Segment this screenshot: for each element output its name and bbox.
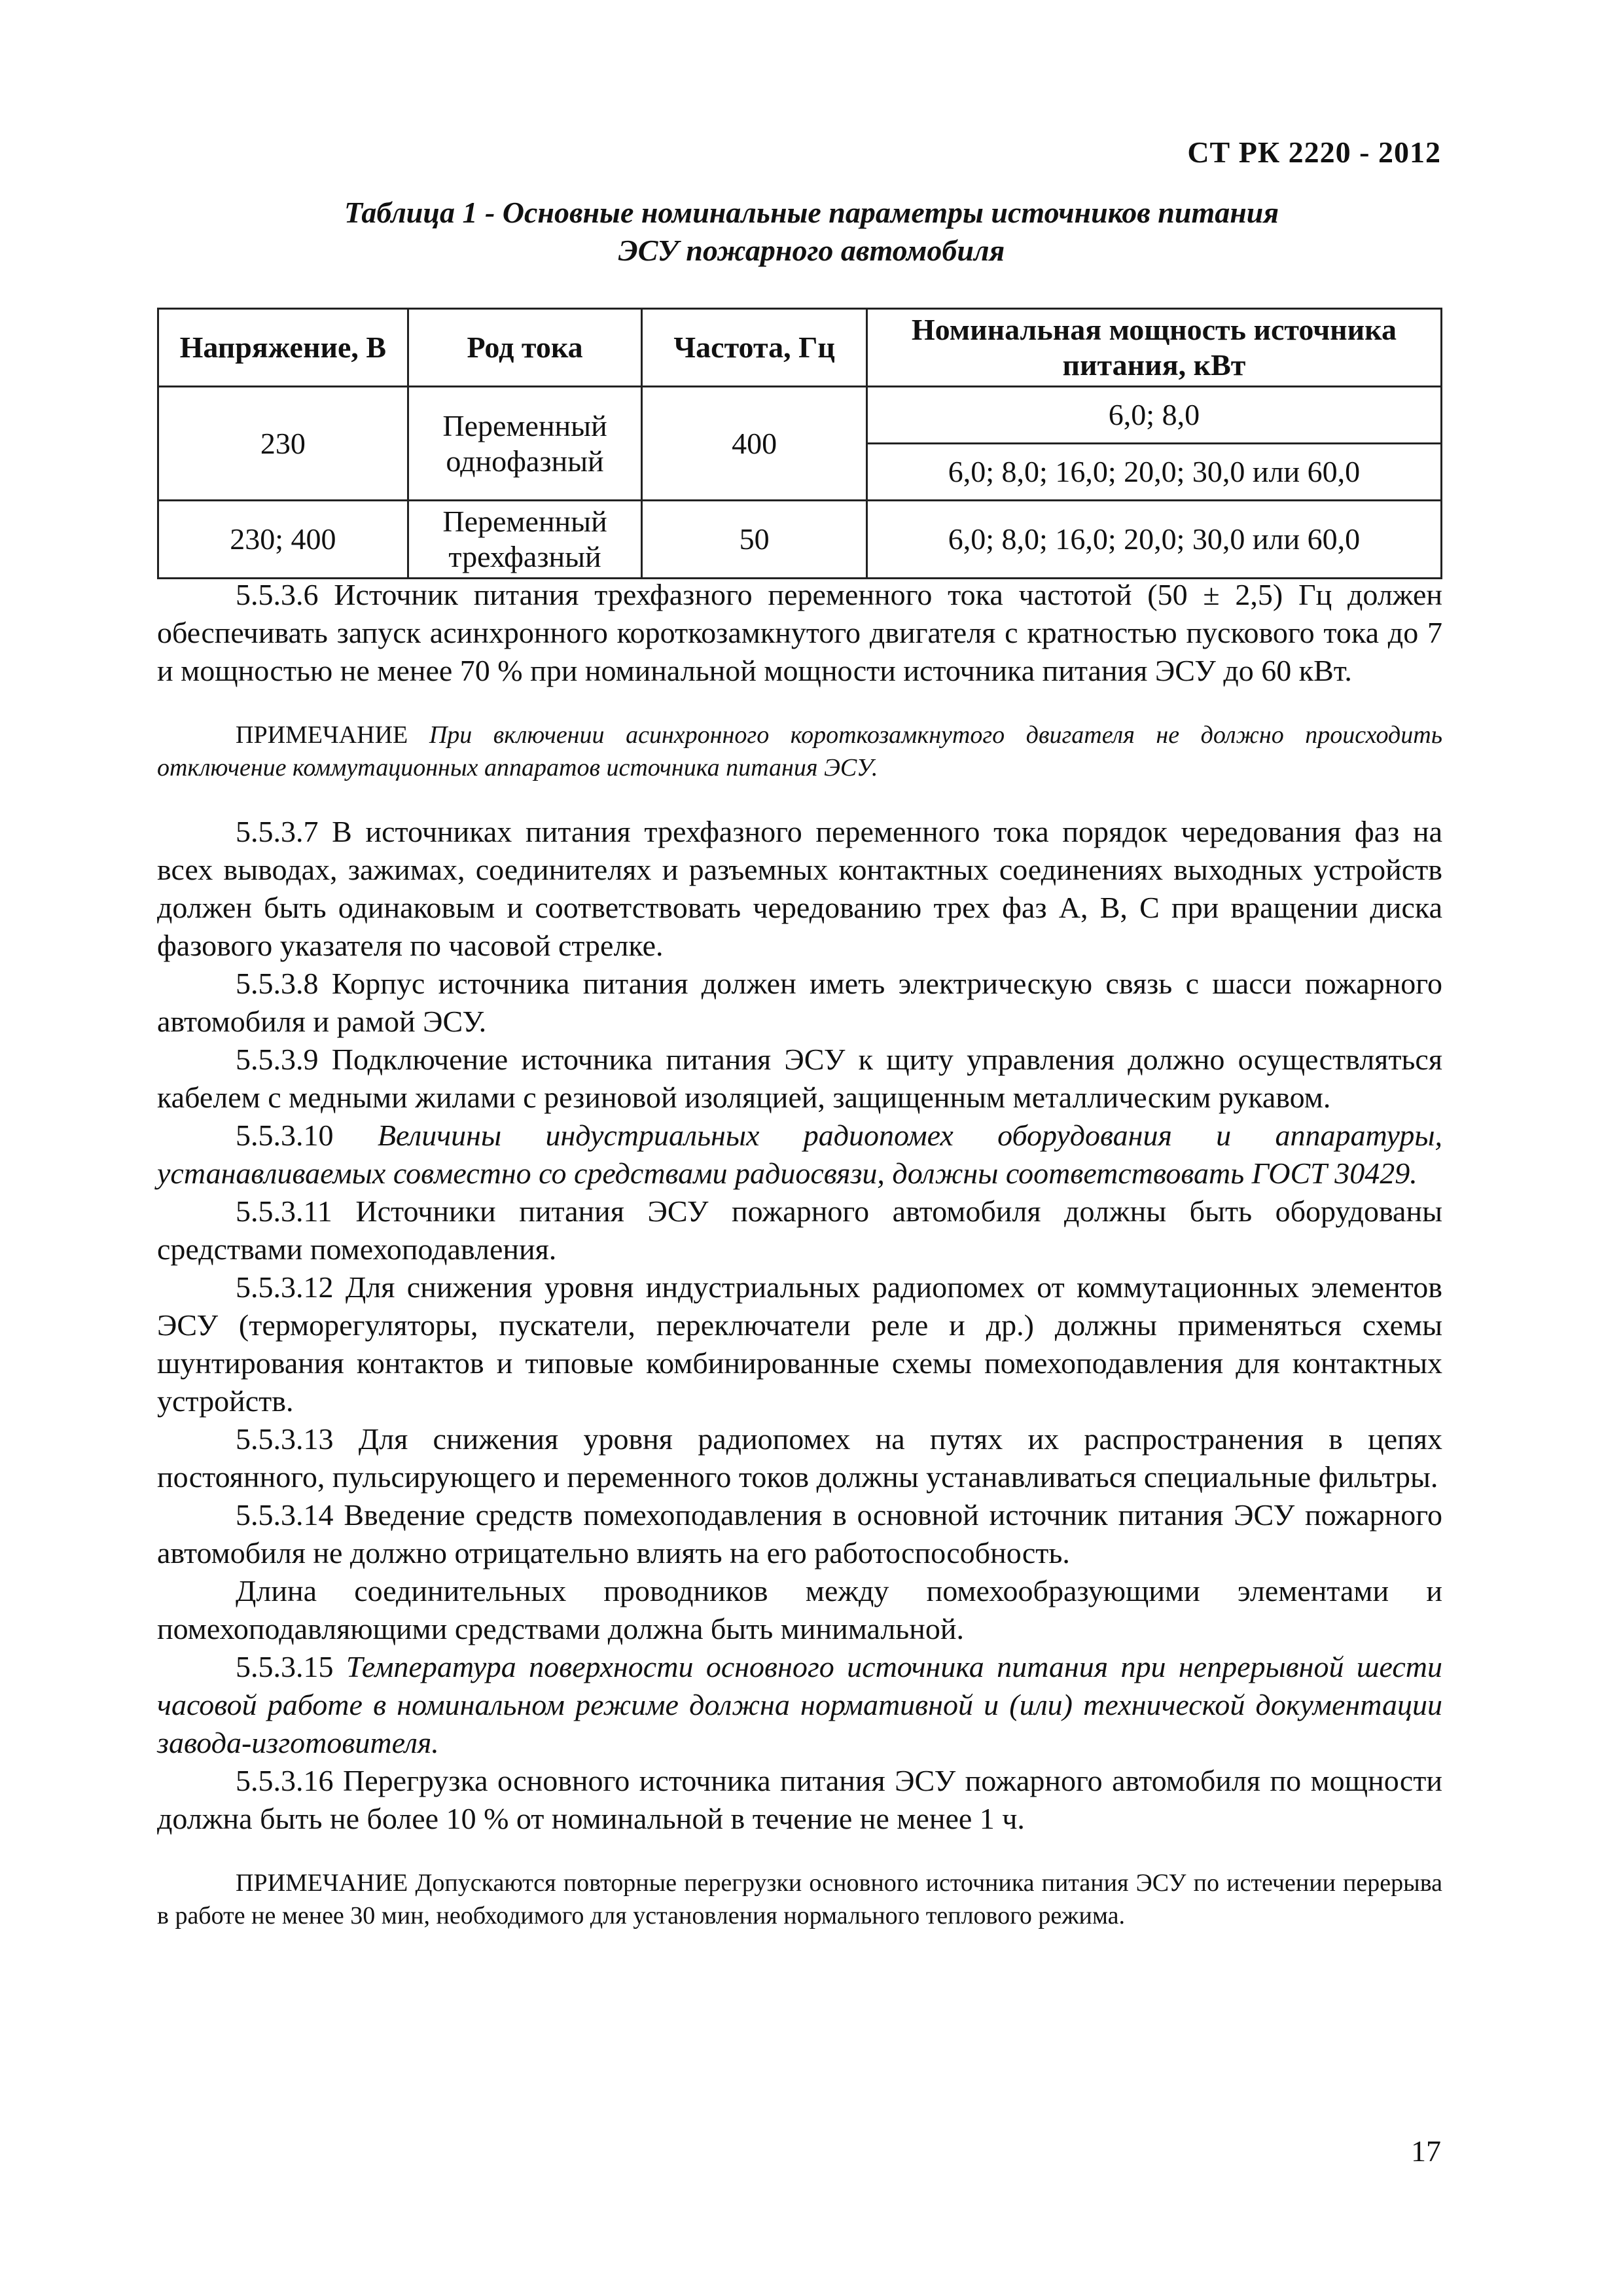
note-text: Допускаются повторные перегрузки основного источника питания ЭСУ по истечении перерыва в работе не менее 30 мин, необходимого для установления нормального теплового режима. xyxy=(157,1869,1443,1929)
column-header-power: Номинальная мощность источника питания, кВт xyxy=(866,309,1441,387)
note-label: ПРИМЕЧАНИЕ xyxy=(236,1869,408,1897)
paragraph-5-5-3-10 xyxy=(157,1117,1442,1193)
paragraph-5-5-3-13: 5.5.3.13 Для снижения уровня радиопомех на путях их распространения в цепях постоянного, пульсирующего и переменного токов должны устанавливаться специальные фильтры. xyxy=(157,1422,1442,1494)
table-title xyxy=(157,194,1466,270)
paragraph-5-5-3-16: 5.5.3.16 Перегрузка основного источника питания ЭСУ пожарного автомобиля по мощности должна быть не более 10 % от номинальной в течение не менее 1 ч. xyxy=(157,1764,1442,1835)
parameters-table xyxy=(157,308,1442,579)
cell-power: 6,0; 8,0; 16,0; 20,0; 30,0 или 60,0 xyxy=(866,501,1441,579)
paragraph-5-5-3-8: 5.5.3.8 Корпус источника питания должен иметь электрическую связь с шасси пожарного автомобиля и рамой ЭСУ. xyxy=(157,967,1442,1038)
cell-frequency: 50 xyxy=(642,501,867,579)
table-header-row xyxy=(158,309,1442,387)
cell-frequency: 400 xyxy=(642,387,867,501)
paragraph-5-5-3-6: 5.5.3.6 Источник питания трехфазного переменного тока частотой (50 ± 2,5) Гц должен обеспечивать запуск асинхронного короткозамкнутого двигателя с кратностью пускового тока до 7 и мощностью не менее 70 % при номинальной мощности источника питания ЭСУ до 60 кВт. xyxy=(157,578,1442,687)
paragraph-5-5-3-11: 5.5.3.11 Источники питания ЭСУ пожарного автомобиля должны быть оборудованы средствами помехоподавления. xyxy=(157,1194,1442,1266)
paragraph-5-5-3-15 xyxy=(157,1648,1442,1762)
table-title-line-1: Таблица 1 - Основные номинальные параметры источников питания xyxy=(344,196,1279,229)
table-row xyxy=(158,387,1442,444)
column-header-current-type: Род тока xyxy=(408,309,642,387)
page-number: 17 xyxy=(1411,2134,1441,2168)
paragraph-5-5-3-14-continued: Длина соединительных проводников между помехообразующими элементами и помехоподавляющими средствами должна быть минимальной. xyxy=(157,1574,1442,1645)
column-header-frequency: Частота, Гц xyxy=(642,309,867,387)
cell-power: 6,0; 8,0; 16,0; 20,0; 30,0 или 60,0 xyxy=(866,444,1441,501)
paragraph-5-5-3-9: 5.5.3.9 Подключение источника питания ЭСУ к щиту управления должно осуществляться кабелем с медными жилами с резиновой изоляцией, защищенным металлическим рукавом. xyxy=(157,1043,1442,1114)
table-title-line-2: ЭСУ пожарного автомобиля xyxy=(618,234,1005,267)
column-header-voltage: Напряжение, В xyxy=(158,309,408,387)
note-text: При включении асинхронного короткозамкнутого двигателя не должно происходить отключение коммутационных аппаратов источника питания ЭСУ. xyxy=(157,721,1442,781)
note-1 xyxy=(157,719,1442,784)
table-row xyxy=(158,501,1442,579)
paragraph-text: Температура поверхности основного источника питания при непрерывной шести часовой работе в номинальном режиме должна нормативной и (или) технической документации завода-изготовителя. xyxy=(157,1650,1442,1759)
paragraph-text: Величины индустриальных радиопомех оборудования и аппаратуры, устанавливаемых совместно со средствами радиосвязи, должны соответствовать ГОСТ 30429. xyxy=(157,1119,1442,1190)
cell-voltage: 230; 400 xyxy=(158,501,408,579)
cell-power: 6,0; 8,0 xyxy=(866,387,1441,444)
cell-voltage: 230 xyxy=(158,387,408,501)
paragraph-number: 5.5.3.10 xyxy=(236,1119,334,1152)
paragraph-5-5-3-12: 5.5.3.12 Для снижения уровня индустриальных радиопомех от коммутационных элементов ЭСУ (терморегуляторы, пускатели, переключатели реле и др.) должны применяться схемы шунтирования контактов и типовые комбинированные схемы помехоподавления для контактных устройств. xyxy=(157,1270,1442,1418)
note-2 xyxy=(157,1867,1442,1932)
cell-current-type: Переменный трехфазный xyxy=(408,501,642,579)
document-code: СТ РК 2220 - 2012 xyxy=(1187,135,1441,169)
note-label: ПРИМЕЧАНИЕ xyxy=(236,721,408,749)
paragraph-5-5-3-7: 5.5.3.7 В источниках питания трехфазного переменного тока порядок чередования фаз на всех выводах, зажимах, соединителях и разъемных контактных соединениях выходных устройств должен быть одинаковым и соответствовать чередованию трех фаз А, В, С при вращении диска фазового указателя по часовой стрелке. xyxy=(157,815,1442,962)
cell-current-type: Переменный однофазный xyxy=(408,387,642,501)
paragraph-number: 5.5.3.15 xyxy=(236,1650,334,1683)
paragraph-5-5-3-14: 5.5.3.14 Введение средств помехоподавления в основной источник питания ЭСУ пожарного автомобиля не должно отрицательно влиять на его работоспособность. xyxy=(157,1498,1442,1570)
body-text xyxy=(157,576,1442,1932)
